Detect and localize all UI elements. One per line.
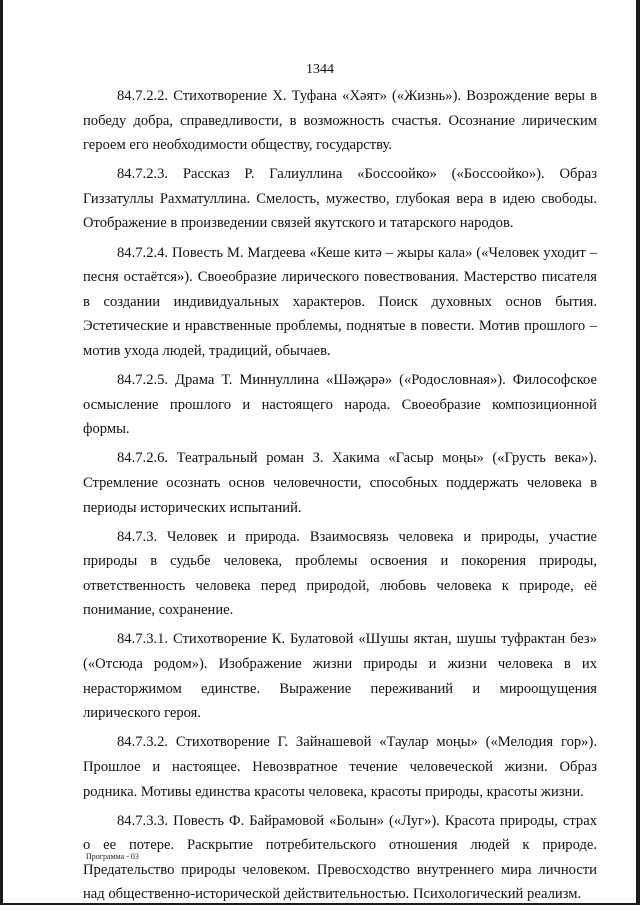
- paragraph-84-7-3-3: 84.7.3.3. Повесть Ф. Байрамовой «Болын» («Луг»). Красота природы, страх о ее потере. Раскрытие потребительского отношения людей к природе. Предательство природы человеком. Превосходство внутреннего мира личности над общественно-исторической действительностью. Психологический реализм.: [83, 812, 597, 903]
- paragraph-84-7-2-3: 84.7.2.3. Рассказ Р. Галиуллина «Боссоойко» («Боссоойко»). Образ Гиззатуллы Рахматуллина. Смелость, мужество, глубокая вера в идею свободы. Отображение в произведении связей якутского и татарского народов.: [83, 166, 597, 232]
- paragraph-84-7-3-2: 84.7.3.2. Стихотворение Г. Зайнашевой «Таулар моңы» («Мелодия гор»). Прошлое и настоящее. Невозвратное течение человеческой жизни. Образ родника. Мотивы единства красоты человека, красоты природы, красоты жизни.: [83, 734, 597, 800]
- paragraph-84-7-3: 84.7.3. Человек и природа. Взаимосвязь человека и природы, участие природы в судьбе человека, проблемы освоения и покорения природы, ответственность человека перед природой, любовь человека к природе, её понимание, сохранение.: [83, 528, 597, 619]
- scan-edge-right: [636, 0, 640, 905]
- paragraph-84-7-2-6: 84.7.2.6. Театральный роман З. Хакима «Гасыр моңы» («Грусть века»). Стремление осознать основ человечности, способных поддержать человека в периоды исторических испытаний.: [83, 450, 597, 516]
- page-number: 1344: [306, 62, 334, 77]
- paragraph-84-7-2-5: 84.7.2.5. Драма Т. Миннуллина «Шәҗәрә» («Родословная»). Философское осмысление прошлого и настоящего народа. Своеобразие композиционной формы.: [83, 372, 597, 438]
- document-body: [83, 84, 597, 912]
- paragraph-84-7-3-1: 84.7.3.1. Стихотворение К. Булатовой «Шушы яктан, шушы туфрактан без» («Отсюда родом»). Изображение жизни природы и жизни человека в их нерасторжимом единстве. Выражение переживаний и мироощущения лирического героя.: [83, 631, 597, 722]
- paragraph-84-7-2-2: 84.7.2.2. Стихотворение Х. Туфана «Хәят» («Жизнь»). Возрождение веры в победу добра, справедливости, в возможность счастья. Осознание лирическим героем его необходимости обществу, государству.: [83, 88, 597, 154]
- paragraph-84-7-2-4: 84.7.2.4. Повесть М. Магдеева «Кеше китә – жыры кала» («Человек уходит – песня остаётся»). Своеобразие лирического повествования. Мастерство писателя в создании индивидуальных характеров. Поиск духовных основ бытия. Эстетические и нравственные проблемы, поднятые в повести. Мотив прошлого – мотив ухода людей, традиций, обычаев.: [83, 244, 597, 359]
- page-footer: Программа - 03: [86, 852, 139, 861]
- scan-edge-left: [0, 0, 3, 905]
